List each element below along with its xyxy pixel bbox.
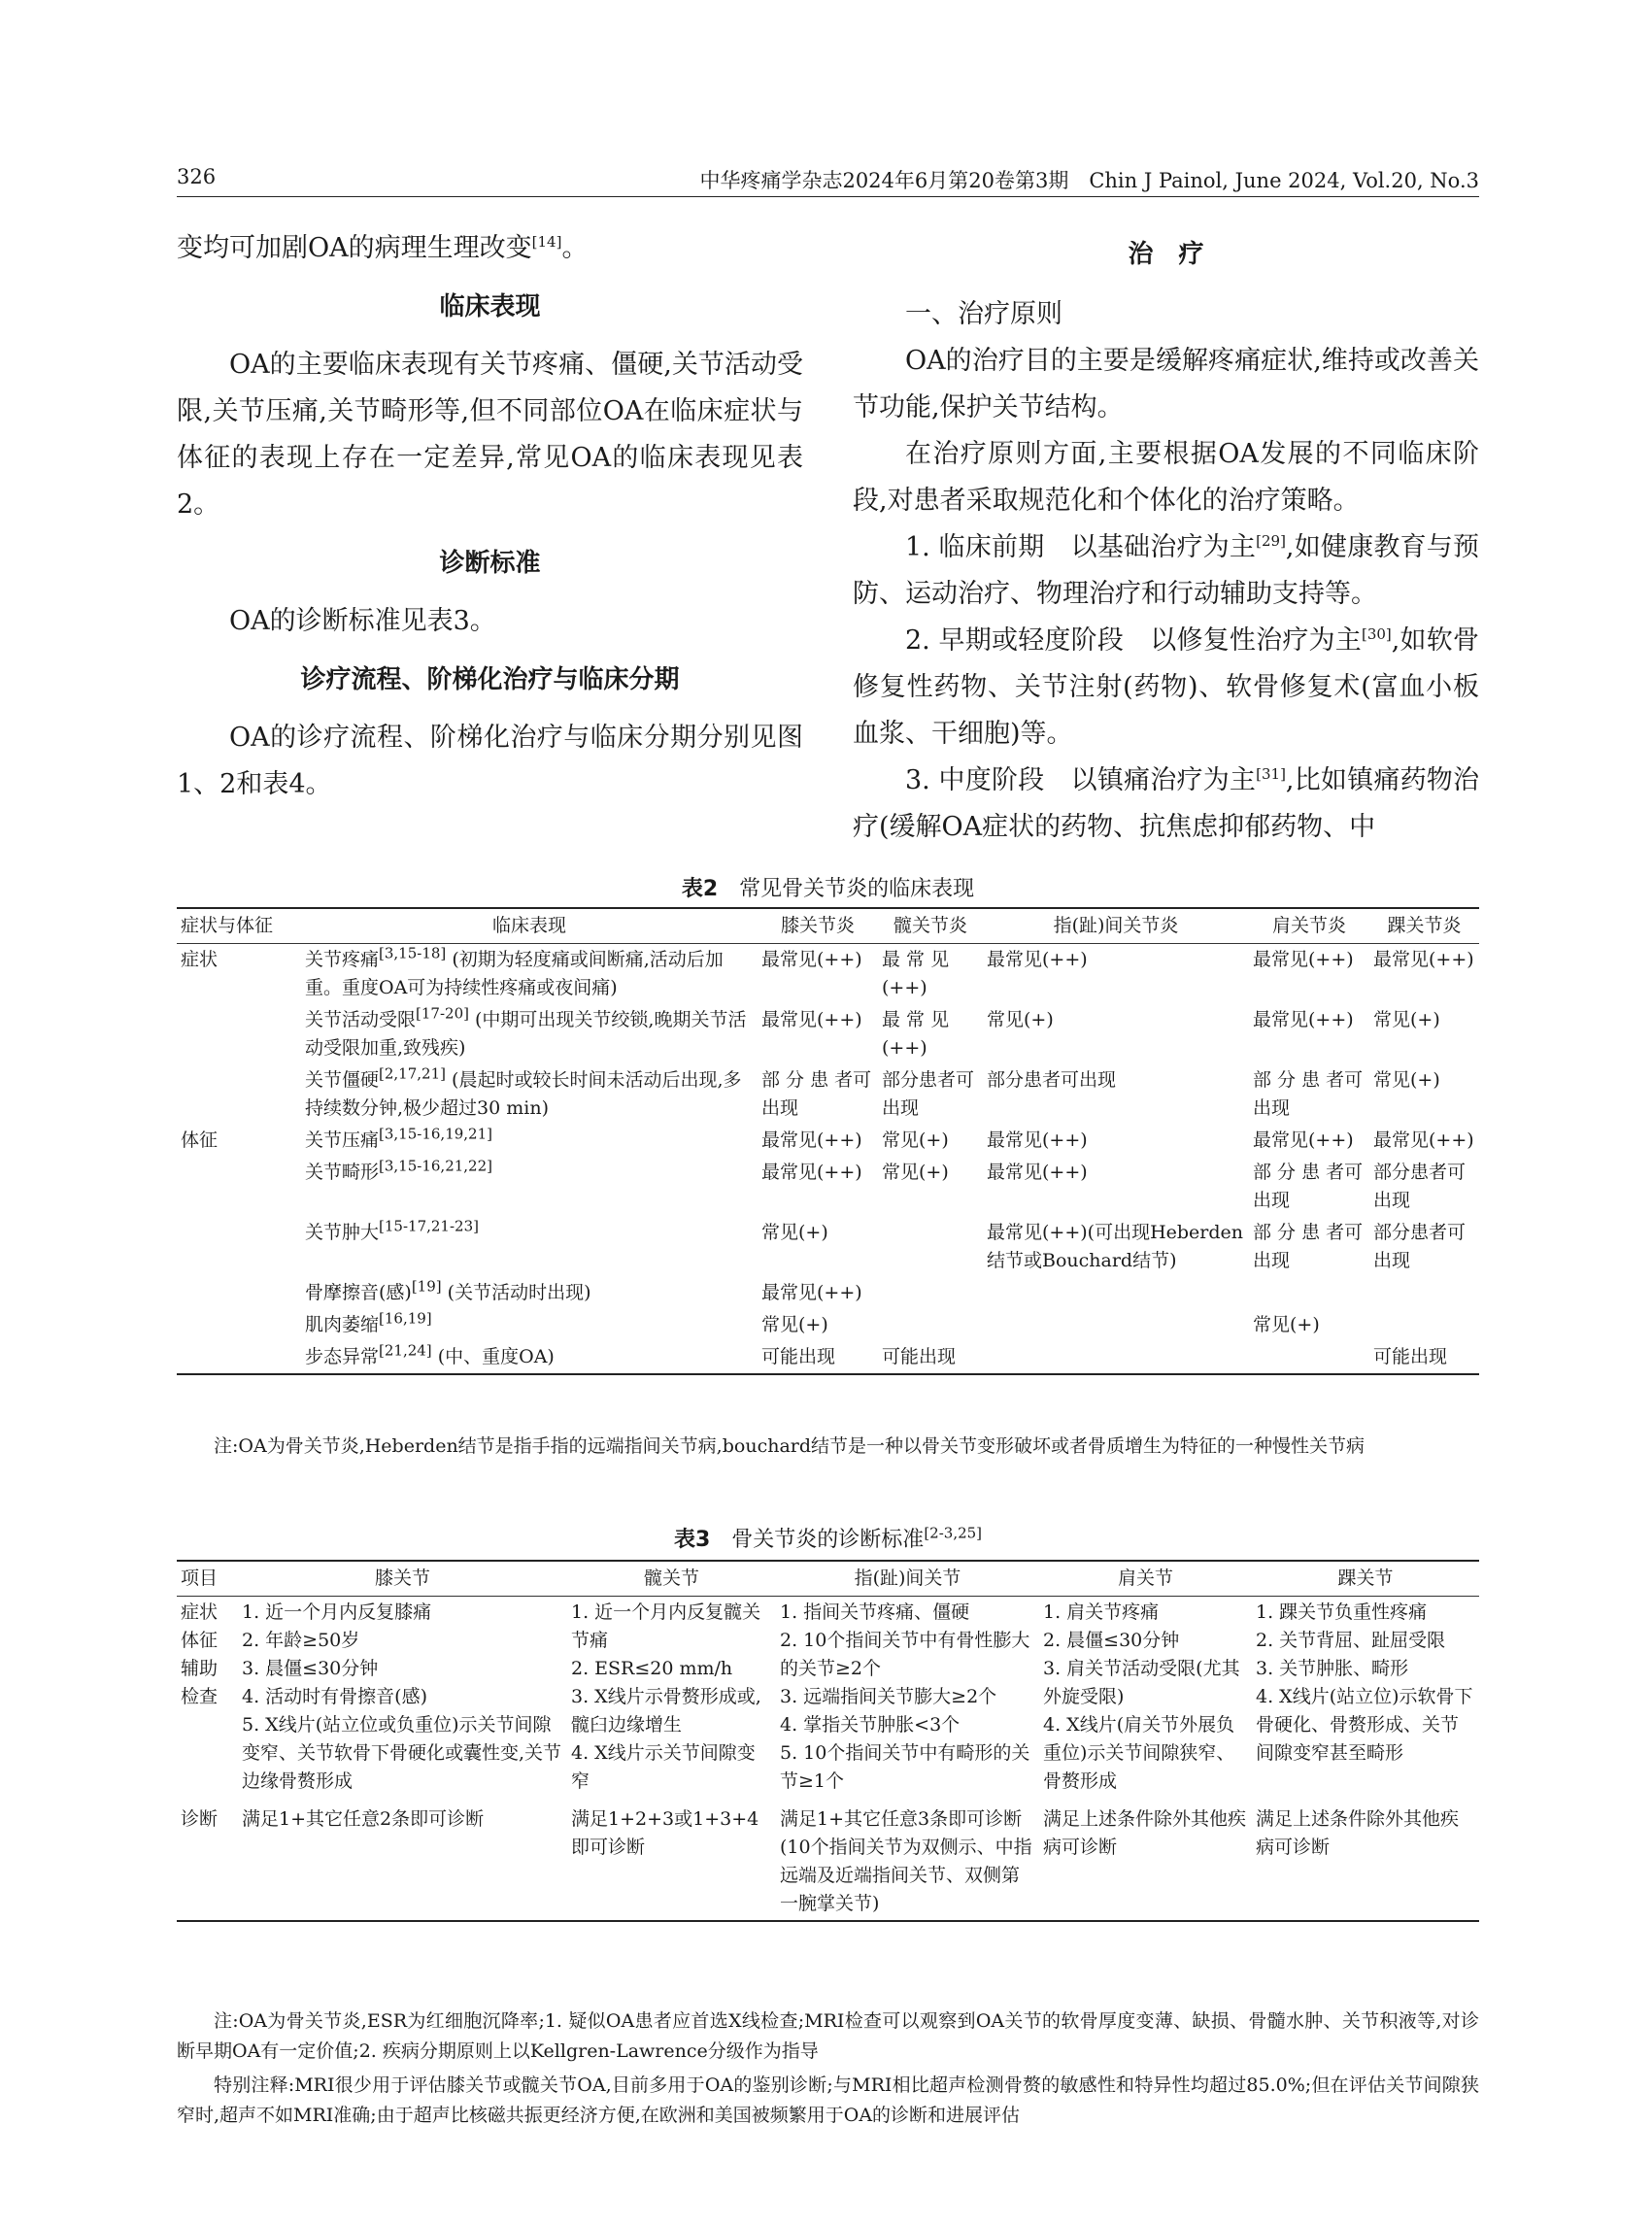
paragraph-clinical: OA的主要临床表现有关节疼痛、僵硬,关节活动受限,关节压痛,关节畸形等,但不同部位OA在临床症状与体征的表现上存在一定差异,常见OA的临床表现见表2。: [177, 350, 803, 520]
table2-cell-shoulder: [1249, 1277, 1369, 1309]
table3-header: 肩关节: [1039, 1561, 1252, 1597]
table2-cell-knee: 最常见(++): [761, 949, 862, 970]
table2-cell-finger: [983, 1277, 1249, 1309]
table2-cell-knee: 可能出现: [758, 1341, 878, 1374]
table2-cell-shoulder: 部 分 患 者可出现: [1253, 1222, 1364, 1271]
table2-cell-knee: 最常见(++): [761, 1129, 862, 1151]
table2-header: 肩关节炎: [1249, 908, 1369, 944]
running-header: [177, 161, 1479, 197]
table2-cell-finger: 最常见(++): [987, 1129, 1088, 1151]
table3-row-criteria: [177, 1597, 1479, 1799]
table2-row: [177, 1004, 1479, 1064]
table2-row: [177, 1125, 1479, 1157]
table2-cell-shoulder: 部 分 患 者可出现: [1253, 1162, 1364, 1211]
table2-cell-hip: 最 常 见(++): [882, 1009, 950, 1059]
table2-header-row: [177, 908, 1479, 944]
table2-cell-hip: 部分患者可出现: [882, 1069, 975, 1119]
table3: [177, 1560, 1479, 1922]
paragraph-early: 2. 早期或轻度阶段 以修复性治疗为主[30],如软骨修复性药物、关节注射(药物)、软骨修复术(富血小板血浆、干细胞)等。: [853, 625, 1479, 749]
table3-note: 注:OA为骨关节炎,ESR为红细胞沉降率;1. 疑似OA患者应首选X线检查;MRI检查可以观察到OA关节的软骨厚度变薄、缺损、骨髓水肿、关节积液等,对诊断早期OA有一定价值;2. 疾病分期原则上以Kellgren-Lawrence分级作为指导: [177, 2010, 1479, 2062]
right-column: [853, 225, 1479, 851]
table2-cell-finger: 常见(+): [987, 1009, 1054, 1030]
table2-cell-category: [177, 1277, 301, 1309]
table2-cell-manifestation: 关节压痛[3,15-16,19,21]: [305, 1125, 492, 1151]
table2-cell-finger: 最常见(++): [987, 949, 1088, 970]
table2-cell-ankle: [1369, 1277, 1479, 1309]
heading-flow: 诊疗流程、阶梯化治疗与临床分期: [300, 665, 680, 694]
table3-diag-hip: 满足1+2+3或1+3+4即可诊断: [567, 1798, 776, 1921]
table2-cell-shoulder: 常见(+): [1253, 1314, 1320, 1335]
table2-cell-category: 体征: [181, 1129, 219, 1151]
table2-cell-manifestation: 肌肉萎缩[16,19]: [305, 1309, 432, 1335]
table3-cell-hip: 1. 近一个月内反复髋关节痛 2. ESR≤20 mm/h 3. X线片示骨赘形成或,髋臼边缘增生 4. X线片示关节间隙变窄: [571, 1601, 761, 1792]
table2-header: 膝关节炎: [758, 908, 878, 944]
table3-row-label: 诊断: [177, 1798, 238, 1921]
paragraph-goal: OA的治疗目的主要是缓解疼痛症状,维持或改善关节功能,保护关节结构。: [853, 346, 1479, 422]
table2-row: [177, 1064, 1479, 1125]
table2-cell-ankle: 部分患者可出现: [1373, 1222, 1467, 1271]
table3-special-note: 特别注释:MRI很少用于评估膝关节或髋关节OA,目前多用于OA的鉴别诊断;与MRI相比超声检测骨赘的敏感性和特异性均超过85.0%;但在评估关节间隙狭窄时,超声不如MRI准确;由于超声比核磁共振更经济方便,在欧洲和美国被频繁用于OA的诊断和进展评估: [177, 2074, 1479, 2126]
table2-cell-category: 症状: [181, 949, 219, 970]
table2-cell-hip: 最 常 见(++): [882, 949, 950, 998]
table2-cell-category: [177, 1064, 301, 1125]
table3-header: 项目: [177, 1561, 238, 1597]
table3-header: 指(趾)间关节: [776, 1561, 1039, 1597]
table2-cell-knee: 常见(+): [761, 1222, 828, 1243]
table3-cell-shoulder: 1. 肩关节疼痛 2. 晨僵≤30分钟 3. 肩关节活动受限(尤其外旋受限) 4. X线片(肩关节外展负重位)示关节间隙狭窄、骨赘形成: [1043, 1601, 1240, 1792]
table2-row: [177, 1341, 1479, 1374]
table2-cell-finger: 部分患者可出现: [987, 1069, 1117, 1091]
paragraph-principle: 在治疗原则方面,主要根据OA发展的不同临床阶段,对患者采取规范化和个体化的治疗策略。: [853, 439, 1479, 516]
table2-cell-finger: 最常见(++): [987, 1162, 1088, 1183]
table2-cell-manifestation: 步态异常[21,24] (中、重度OA): [301, 1341, 758, 1374]
table2-cell-knee: 常见(+): [761, 1314, 828, 1335]
table2-row: [177, 1217, 1479, 1277]
heading-diagnosis: 诊断标准: [439, 549, 541, 578]
table2-header: 指(趾)间关节炎: [983, 908, 1249, 944]
paragraph-diagnosis: OA的诊断标准见表3。: [229, 606, 496, 636]
table2-header: 临床表现: [301, 908, 758, 944]
table2-cell-knee: 最常见(++): [761, 1282, 862, 1303]
table2-cell-hip: 可能出现: [878, 1341, 983, 1374]
table2-cell-category: [177, 1309, 301, 1341]
table2-cell-manifestation: 关节僵硬[2,17,21] (晨起时或较长时间未活动后出现,多持续数分钟,极少超过30 min): [305, 1064, 742, 1119]
journal-info: 中华疼痛学杂志2024年6月第20卷第3期 Chin J Painol, June 2024, Vol.20, No.3: [699, 169, 1479, 192]
table2-cell-category: [177, 1341, 301, 1374]
table2-caption: 表2 常见骨关节炎的临床表现: [681, 877, 975, 901]
table3-header: 膝关节: [238, 1561, 567, 1597]
table3-cell-ankle: 1. 踝关节负重性疼痛 2. 关节背屈、趾屈受限 3. 关节肿胀、畸形 4. X线片(站立位)示软骨下骨硬化、骨赘形成、关节间隙变窄甚至畸形: [1256, 1601, 1473, 1764]
table2: [177, 907, 1479, 1375]
table3-caption: 表3 骨关节炎的诊断标准[2-3,25]: [673, 1524, 983, 1552]
continued-paragraph: 变均可加剧OA的病理生理改变[14]。: [177, 233, 589, 263]
table2-row: [177, 944, 1479, 1005]
table3-header: 髋关节: [567, 1561, 776, 1597]
table2-cell-category: [177, 1217, 301, 1277]
table2-cell-ankle: 最常见(++): [1373, 949, 1474, 970]
table2-cell-manifestation: 骨摩擦音(感)[19] (关节活动时出现): [305, 1277, 591, 1303]
table3-row-diagnosis: [177, 1798, 1479, 1921]
table2-row: [177, 1277, 1479, 1309]
table2-cell-shoulder: 最常见(++): [1253, 1009, 1354, 1030]
table2-cell-finger: [983, 1341, 1249, 1374]
table2-header: 髋关节炎: [878, 908, 983, 944]
table2-cell-category: [177, 1004, 301, 1064]
table3-row-label: 症状体征辅助检查: [181, 1601, 219, 1707]
table2-cell-shoulder: 最常见(++): [1253, 949, 1354, 970]
table2-cell-hip: [878, 1277, 983, 1309]
left-column: [177, 225, 803, 808]
heading-treatment: 治 疗: [1128, 240, 1204, 269]
table2-cell-ankle: 常见(+): [1373, 1069, 1440, 1091]
table2-cell-manifestation: 关节活动受限[17-20] (中期可出现关节绞锁,晚期关节活动受限加重,致残疾): [305, 1004, 747, 1059]
table2-cell-manifestation: 关节肿大[15-17,21-23]: [305, 1217, 479, 1243]
page-number: 326: [177, 165, 217, 188]
table3-cell-finger: 1. 指间关节疼痛、僵硬 2. 10个指间关节中有骨性膨大的关节≥2个 3. 远端指间关节膨大≥2个 4. 掌指关节肿胀<3个 5. 10个指间关节中有畸形的关节≥1个: [780, 1601, 1030, 1792]
table2-cell-shoulder: 部 分 患 者可出现: [1253, 1069, 1364, 1119]
table2-cell-manifestation: 关节疼痛[3,15-18] (初期为轻度痛或间断痛,活动后加重。重度OA可为持续性疼痛或夜间痛): [305, 944, 724, 998]
table2-header: 症状与体征: [177, 908, 301, 944]
table2-cell-ankle: 部分患者可出现: [1373, 1162, 1467, 1211]
table2-cell-hip: 常见(+): [882, 1129, 949, 1151]
paragraph-moderate: 3. 中度阶段 以镇痛治疗为主[31],比如镇痛药物治疗(缓解OA症状的药物、抗焦虑抑郁药物、中: [853, 765, 1479, 842]
table2-row: [177, 1157, 1479, 1217]
paragraph-principle-title: 一、治疗原则: [905, 299, 1062, 329]
table2-cell-hip: 常见(+): [882, 1162, 949, 1183]
table2-cell-knee: 最常见(++): [761, 1009, 862, 1030]
table2-cell-manifestation: 关节畸形[3,15-16,21,22]: [305, 1157, 492, 1183]
paragraph-flow: OA的诊疗流程、阶梯化治疗与临床分期分别见图1、2和表4。: [177, 723, 803, 799]
table2-cell-shoulder: [1249, 1341, 1369, 1374]
table2-cell-ankle: 最常见(++): [1373, 1129, 1474, 1151]
paragraph-preclinical: 1. 临床前期 以基础治疗为主[29],如健康教育与预防、运动治疗、物理治疗和行动辅助支持等。: [853, 532, 1479, 609]
table2-cell-hip: [878, 1217, 983, 1277]
table2-cell-ankle: [1369, 1309, 1479, 1341]
table2-cell-knee: 部 分 患 者可出现: [761, 1069, 872, 1119]
table3-header: 踝关节: [1252, 1561, 1479, 1597]
table3-cell-knee: 1. 近一个月内反复膝痛 2. 年龄≥50岁 3. 晨僵≤30分钟 4. 活动时有骨擦音(感) 5. X线片(站立位或负重位)示关节间隙变窄、关节软骨下骨硬化或囊性变,关节边缘骨赘形成: [242, 1601, 562, 1792]
table2-header: 踝关节炎: [1369, 908, 1479, 944]
table2-note: 注:OA为骨关节炎,Heberden结节是指手指的远端指间关节病,bouchard结节是一种以骨关节变形破坏或者骨质增生为特征的一种慢性关节病: [214, 1435, 1365, 1457]
table3-diag-finger: 满足1+其它任意3条即可诊断(10个指间关节为双侧示、中指远端及近端指间关节、双侧第一腕掌关节): [776, 1798, 1039, 1921]
table3-header-row: [177, 1561, 1479, 1597]
table2-cell-category: [177, 1157, 301, 1217]
table2-row: [177, 1309, 1479, 1341]
table2-cell-ankle: 常见(+): [1373, 1009, 1440, 1030]
table2-cell-ankle: 可能出现: [1369, 1341, 1479, 1374]
table2-cell-shoulder: 最常见(++): [1253, 1129, 1354, 1151]
table2-cell-hip: [878, 1309, 983, 1341]
table2-cell-finger: [983, 1309, 1249, 1341]
table2-cell-knee: 最常见(++): [761, 1162, 862, 1183]
heading-clinical: 临床表现: [439, 292, 541, 321]
table2-cell-finger: 最常见(++)(可出现Heberden结节或Bouchard结节): [987, 1222, 1244, 1271]
table3-diag-knee: 满足1+其它任意2条即可诊断: [238, 1798, 567, 1921]
table3-diag-shoulder: 满足上述条件除外其他疾病可诊断: [1039, 1798, 1252, 1921]
table3-diag-ankle: 满足上述条件除外其他疾病可诊断: [1252, 1798, 1479, 1921]
